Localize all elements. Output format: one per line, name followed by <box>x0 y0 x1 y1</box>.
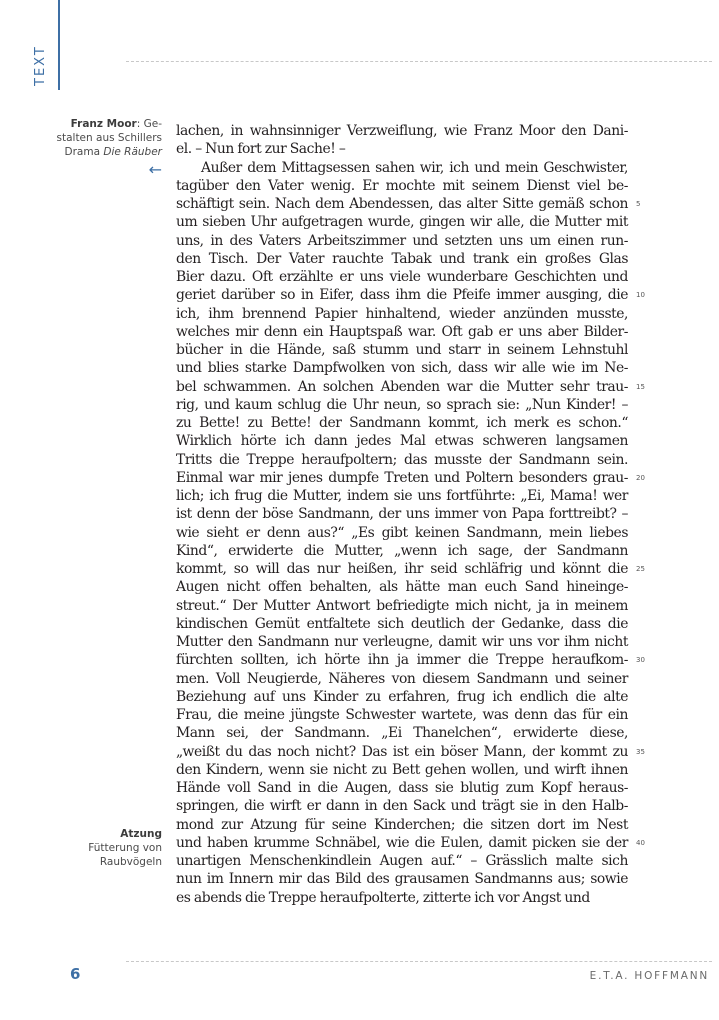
text-line: Einmal war mir jenes dumpfe Treten und Poltern besonders grau- <box>176 469 628 486</box>
margin-note-franz-moor <box>12 117 162 178</box>
text-line: lachen, in wahnsinniger Verzweiflung, wie Franz Moor den Dani- <box>176 123 628 139</box>
line-number: 10 <box>636 291 645 300</box>
text-line: Kind“, erwiderte die Mutter, „wenn ich sage, der Sandmann <box>176 542 628 559</box>
line-number: 5 <box>636 200 641 208</box>
text-line: Beziehung auf uns Kinder zu erfahren, frug ich endlich die alte <box>176 688 628 705</box>
line-number: 30 <box>636 656 645 665</box>
note-italic: Die Räuber <box>103 146 162 158</box>
text-line: el. – Nun fort zur Sache! – <box>176 141 346 158</box>
text-line: ich, ihm brennend Papier hinhaltend, wieder anzünden musste, <box>176 305 628 322</box>
header-rule <box>58 0 60 90</box>
line-number: 25 <box>636 565 645 573</box>
note-term: Franz Moor <box>70 118 137 130</box>
text-line: men. Voll Neugierde, Näheres von diesem Sandmann und seiner <box>176 670 628 687</box>
text-line: mond zur Atzung für seine Kinderchen; die sitzen dort im Nest <box>176 816 628 833</box>
text-line: geriet darüber so in Eifer, dass ihm die Pfeife immer ausging, die <box>176 287 628 304</box>
text-line: „weißt du das noch nicht? Das ist ein böser Mann, der kommt zu <box>176 743 628 760</box>
note-term: Atzung <box>120 828 162 840</box>
text-line: lich; ich frug die Mutter, indem sie uns fortführte: „Ei, Mama! wer <box>176 488 628 504</box>
text-line: und haben krumme Schnäbel, wie die Eulen, damit picken sie der <box>176 834 628 851</box>
note-text: Drama <box>64 146 104 158</box>
text-line: Mutter den Sandmann nur verleugne, damit wir uns vor ihm nicht <box>176 634 628 650</box>
text-line: wie sieht er denn aus?“ „Es gibt keinen Sandmann, mein liebes <box>176 524 628 541</box>
text-line: den Tisch. Der Vater rauchte Tabak und trank ein großes Glas <box>176 250 628 267</box>
text-line: um sieben Uhr aufgetragen wurde, gingen wir alle, die Mutter mit <box>176 214 628 231</box>
text-line: nun im Innern mir das Bild des grausamen Sandmanns aus; sowie <box>176 871 628 888</box>
text-line: welches mir denn ein Hauptspaß war. Oft gab er uns aber Bilder- <box>176 323 628 340</box>
text-line: Bier dazu. Oft erzählte er uns viele wunderbare Geschichten und <box>176 269 628 285</box>
text-line: springen, die wirft er dann in den Sack und trägt sie in den Halb- <box>176 798 628 815</box>
text-line: Frau, die meine jüngste Schwester wartete, was denn das für ein <box>176 707 628 723</box>
note-text: Fütterung von <box>88 842 162 854</box>
text-line: uns, in des Vaters Arbeitszimmer und setzten uns um einen run- <box>176 232 628 249</box>
text-line: Mann sei, der Sandmann. „Ei Thanelchen“, erwiderte diese, <box>176 725 628 742</box>
text-line: bücher in die Hände, saß stumm und starr in seinem Lehnstuhl <box>176 342 628 358</box>
text-line: es abends die Treppe heraufpolterte, zitterte ich vor Angst und <box>176 889 590 906</box>
text-line: bel schwammen. An solchen Abenden war die Mutter sehr trau- <box>176 378 628 395</box>
bottom-divider <box>126 961 712 962</box>
page-number: 6 <box>70 965 81 983</box>
text-line: und blies starke Dampfwolken von sich, dass wir alle wie im Ne- <box>176 360 628 377</box>
text-line: Augen nicht offen behalten, als hätte man euch Sand hineinge- <box>176 579 628 596</box>
text-line: rig, und kaum schlug die Uhr neun, so sprach sie: „Nun Kinder! – <box>176 396 628 413</box>
text-line: schäftigt sein. Nach dem Abendessen, das alter Sitte gemäß schon <box>176 196 628 212</box>
note-text: stalten aus Schillers <box>56 132 162 144</box>
top-divider <box>126 61 712 62</box>
text-line: fürchten sollten, ich hörte ihn ja immer die Treppe heraufkom- <box>176 652 628 669</box>
section-tab: TEXT <box>33 45 48 87</box>
text-line: den Kindern, wenn sie nicht zu Bett gehen wollen, und wirft ihnen <box>176 761 628 778</box>
text-line: Wirklich hörte ich dann jedes Mal etwas schweren langsamen <box>176 433 628 450</box>
note-text: Raubvögeln <box>99 856 162 868</box>
text-line: streut.“ Der Mutter Antwort befriedigte mich nicht, ja in meinem <box>176 597 628 614</box>
body-text <box>176 122 628 907</box>
text-line: Tritts die Treppe heraufpoltern; das musste der Sandmann sein. <box>176 451 628 468</box>
line-number: 40 <box>636 838 645 847</box>
line-number: 20 <box>636 473 645 482</box>
text-line: tagüber den Vater wenig. Er mochte mit seinem Dienst viel be- <box>176 177 628 194</box>
text-line: kommt, so will das nur heißen, ihr seid schläfrig und könnt die <box>176 561 628 577</box>
back-arrow-icon: ← <box>148 160 162 179</box>
note-text: : Ge- <box>136 118 162 130</box>
text-line: Außer dem Mittagsessen sahen wir, ich und mein Geschwister, <box>201 159 628 176</box>
line-number: 15 <box>636 382 645 391</box>
text-line: ist denn der böse Sandmann, der uns immer von Papa forttreibt? – <box>176 506 628 523</box>
text-line: zu Bette! zu Bette! der Sandmann kommt, ich merk es schon.“ <box>176 415 628 431</box>
text-line: kindischen Gemüt entfaltete sich deutlich der Gedanke, dass die <box>176 615 628 632</box>
text-line: unartigen Menschenkindlein Augen auf.“ – Grässlich malte sich <box>176 853 628 869</box>
running-footer-author: E.T.A. HOFFMANN <box>589 970 709 982</box>
margin-note-atzung <box>12 827 162 869</box>
line-number: 35 <box>636 747 645 756</box>
text-line: Hände voll Sand in die Augen, dass sie blutig zum Kopf heraus- <box>176 780 628 796</box>
